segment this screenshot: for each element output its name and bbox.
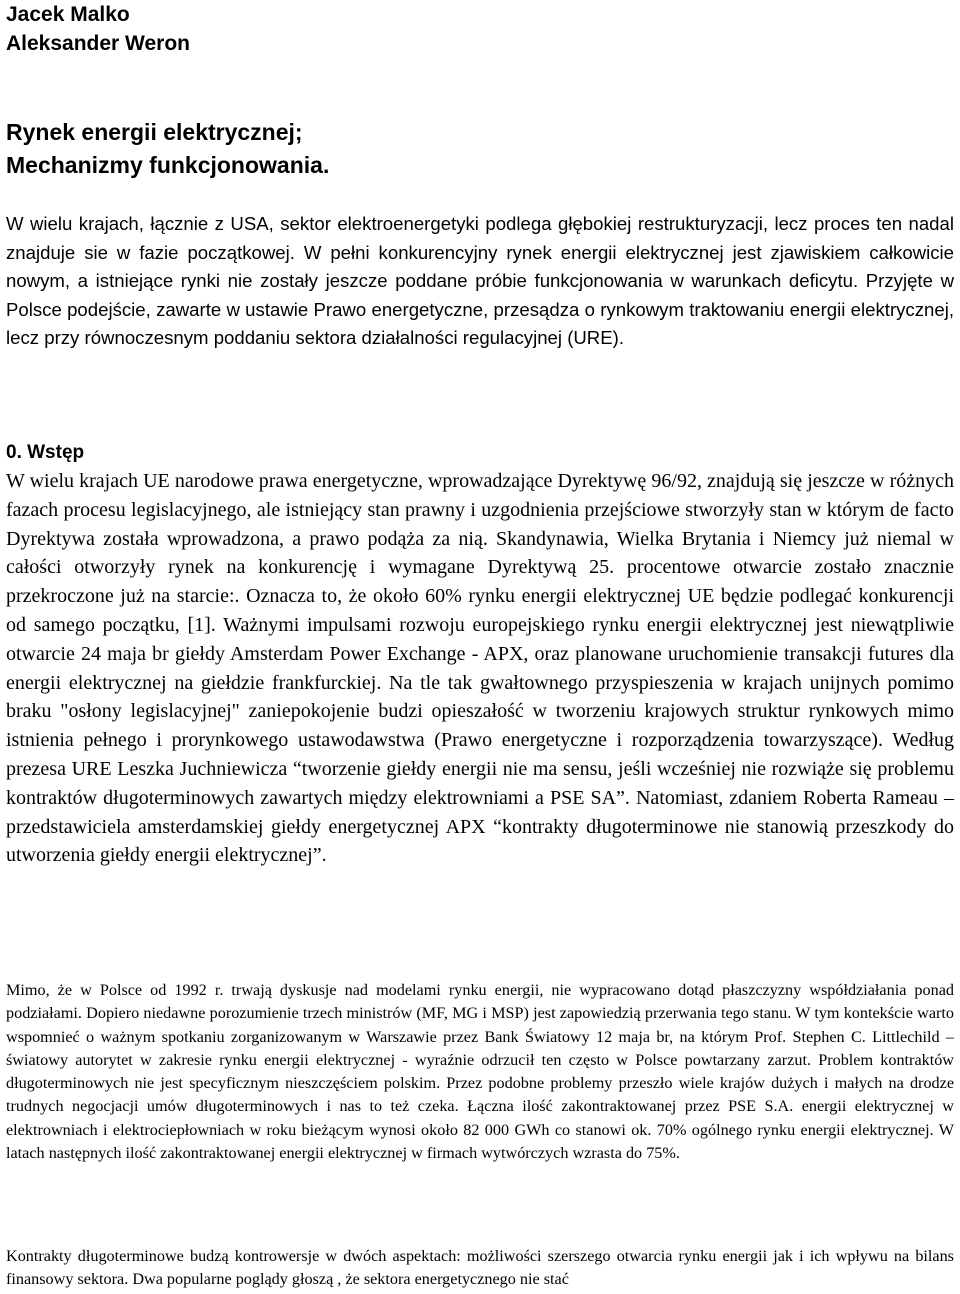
title-line: Mechanizmy funkcjonowania.	[6, 152, 330, 178]
intro-paragraph: W wielu krajach UE narodowe prawa energetyczne, wprowadzające Dyrektywę 96/92, znajdują się jeszcze w różnych fazach procesu legislacyjnego, ale istniejący stan prawny i uzgodnienia przejściowe stworzyły stan w którym de facto Dyrektywa została wprowadzona, a prawo podąża za nią. Skandynawia, Wielka Brytania i Niemcy już niemal w całości otworzyły rynek na konkurencję i wymagane Dyrektywą 25. procentowe otwarcie zostało znacznie przekroczone już na starcie:. Oznacza to, że około 60% rynku energii elektrycznej UE będzie podlegać konkurencji od samego początku, [1]. Ważnymi impulsami rozwoju europejskiego rynku energii elektrycznej jest niewątpliwie otwarcie 24 maja br giełdy Amsterdam Power Exchange - APX, oraz planowane uruchomienie transakcji futures dla energii elektrycznej na giełdzie frankfurckiej. Na tle tak gwałtownego przyspieszenia w krajach unijnych pomimo braku "osłony legislacyjnej" zaniepokojenie budzi opieszałość w tworzeniu krajowych struktur rynkowych mimo istnienia pełnego i prorynkowego ustawodawstwa (Prawo energetyczne i rozporządzenia towarzyszące). Według prezesa URE Leszka Juchniewicza “tworzenie giełdy energii nie ma sensu, jeśli wcześniej nie rozwiąże się problemu kontraktów długoterminowych zawartych między elektrowniami a PSE SA”. Natomiast, zdaniem Roberta Rameau – przedstawiciela amsterdamskiej giełdy energetycznej APX “kontrakty długoterminowe nie stanowią przeszkody do utworzenia giełdy energii elektrycznej”.	[6, 470, 954, 867]
title-line: Rynek energii elektrycznej;	[6, 119, 303, 145]
abstract-paragraph: W wielu krajach, łącznie z USA, sektor elektroenergetyki podlega głębokiej restrukturyzacji, lecz proces ten nadal znajduje sie w fazie początkowej. W pełni konkurencyjny rynek energii elektrycznej jest zjawiskiem całkowicie nowym, a istniejące rynki nie zostały jeszcze poddane próbie funkcjonowania w warunkach deficytu. Przyjęte w Polsce podejście, zawarte w ustawie Prawo energetyczne, przesądza o rynkowym traktowaniu energii elektrycznej, lecz przy równoczesnym poddaniu sektora działalności regulacyjnej (URE).	[6, 213, 954, 349]
authors-block	[6, 0, 190, 58]
author-name: Jacek Malko	[6, 3, 130, 26]
author-name: Aleksander Weron	[6, 32, 191, 55]
body-paragraph: Kontrakty długoterminowe budzą kontrowersje w dwóch aspektach: możliwości szerszego otwarcia rynku energii jak i ich wpływu na bilans finansowy sektora. Dwa popularne poglądy głoszą , że sektora energetycznego nie stać	[6, 1247, 954, 1289]
section-heading: 0. Wstęp	[6, 442, 85, 463]
document-title	[6, 116, 329, 182]
body-paragraph: Mimo, że w Polsce od 1992 r. trwają dyskusje nad modelami rynku energii, nie wypracowano dotąd płaszczyzny współdziałania ponad podziałami. Dopiero niedawne porozumienie trzech ministrów (MF, MG i MSP) jest zapowiedzią przerwania tego stanu. W tym kontekście warto wspomnieć o ważnym spotkaniu zorganizowanym w Warszawie przez Bank Światowy 12 maja br, na którym Prof. Stephen C. Littlechild – światowy autorytet w zakresie rynku energii elektrycznej - wyraźnie odrzucił ten często w Polsce powtarzany zarzut. Problem kontraktów długoterminowych nie jest specyficznym nieszczęściem polskim. Przez podobne problemy przeszło wiele krajów dużych i małych na drodze trudnych negocjacji umów długoterminowych i nas to też czeka. Łączna ilość zakontraktowanej przez PSE S.A. energii elektrycznej w elektrowniach i elektrociepłowniach w roku bieżącym wynosi około 82 000 GWh co stanowi ok. 70% ogólnego rynku energii elektrycznej. W latach następnych ilość zakontraktowanej energii elektrycznej w firmach wytwórczych wzrasta do 75%.	[6, 981, 954, 1163]
